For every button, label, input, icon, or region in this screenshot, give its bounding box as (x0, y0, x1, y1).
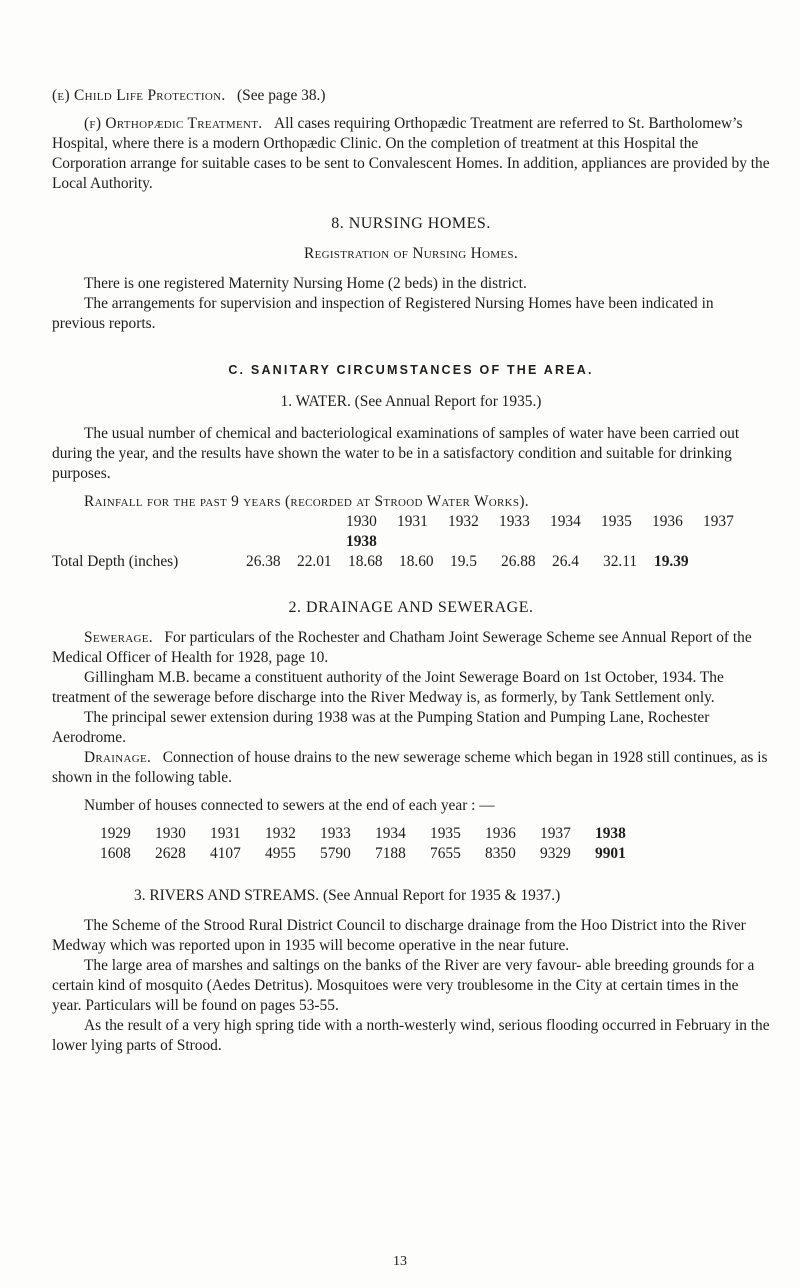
rainfall-year: 1931 (397, 513, 428, 530)
rainfall-year: 1937 (703, 513, 734, 530)
rainfall-depth: 26.38 (246, 553, 281, 570)
drainage-p3: The principal sewer extension during 1938 was at the Pumping Station and Pumping Lane, Rochester Aerodrome. (52, 709, 710, 746)
houses-year: 1930 (155, 825, 186, 842)
houses-count: 8350 (485, 845, 516, 862)
houses-year: 1938 (595, 825, 626, 842)
drainage-heading: 2. DRAINAGE AND SEWERAGE. (288, 599, 534, 616)
sewerage-paragraph (52, 628, 770, 668)
houses-year: 1932 (265, 825, 296, 842)
rainfall-year: 1930 (346, 513, 377, 530)
nursing-homes-p1: There is one registered Maternity Nursing Home (2 beds) in the district. (84, 275, 527, 292)
rivers-heading: 3. RIVERS AND STREAMS. (See Annual Report for 1935 & 1937.) (134, 887, 561, 904)
nursing-homes-subheading: Registration of Nursing Homes. (304, 245, 518, 262)
houses-count: 9901 (595, 845, 626, 862)
child-life-label: (e) Child Life Protection. (52, 87, 226, 104)
houses-year: 1937 (540, 825, 571, 842)
sewerage-label: Sewerage. (84, 629, 153, 646)
orthopaedic-paragraph (52, 114, 770, 194)
rainfall-depth: 19.39 (654, 553, 689, 570)
child-life-line (52, 86, 770, 106)
houses-year: 1935 (430, 825, 461, 842)
houses-year: 1933 (320, 825, 351, 842)
rainfall-years-row (52, 512, 770, 552)
page-number: 13 (393, 1254, 407, 1269)
orthopaedic-text: All cases requiring Orthopædic Treatment are referred to St. Bartholomew’s Hospital, where there is a modern Orthopædic Clinic. On the completion of treatment at this Hospital the Corporation arrange for suitable cases to be sent to Convalescent Homes. In addition, appliances are provided by the Local Authority. (52, 115, 770, 192)
sewerage-text: For particulars of the Rochester and Chatham Joint Sewerage Scheme see Annual Report of the Medical Officer of Health for 1928, page 10. (52, 629, 752, 666)
houses-count: 1608 (100, 845, 131, 862)
orthopaedic-label: (f) Orthopædic Treatment. (84, 115, 263, 132)
houses-years-row (52, 824, 770, 844)
rainfall-depth: 22.01 (297, 553, 332, 570)
nursing-homes-p2: The arrangements for supervision and inspection of Registered Nursing Homes have been indicated in previous reports. (52, 295, 714, 332)
rivers-p3: As the result of a very high spring tide with a north-westerly wind, serious flooding occurred in February in the lower lying parts of Strood. (52, 1017, 770, 1054)
rainfall-year: 1936 (652, 513, 683, 530)
houses-count: 4107 (210, 845, 241, 862)
drainage-text: Connection of house drains to the new sewerage scheme which began in 1928 still continues, as is shown in the following table. (52, 749, 768, 786)
houses-table-intro: Number of houses connected to sewers at the end of each year : — (84, 797, 495, 814)
document-page (52, 86, 770, 1056)
child-life-ref: (See page 38.) (237, 87, 326, 104)
rainfall-depth-label: Total Depth (inches) (52, 553, 179, 570)
houses-count: 7188 (375, 845, 406, 862)
rainfall-year: 1933 (499, 513, 530, 530)
rainfall-depth: 26.4 (552, 553, 579, 570)
houses-count: 9329 (540, 845, 571, 862)
houses-count: 4955 (265, 845, 296, 862)
rainfall-depth-row (52, 552, 770, 572)
rainfall-year: 1935 (601, 513, 632, 530)
houses-count: 2628 (155, 845, 186, 862)
houses-count: 5790 (320, 845, 351, 862)
rainfall-depth: 19.5 (450, 553, 477, 570)
rivers-p2: The large area of marshes and saltings on the banks of the River are very favour- able breeding grounds for a certain kind of mosquito (Aedes Detritus). Mosquitoes were very troublesome in the City at certain times in the year. Particulars will be found on pages 53-55. (52, 957, 755, 1014)
houses-year: 1934 (375, 825, 406, 842)
drainage-label: Drainage. (84, 749, 152, 766)
rainfall-depth: 18.60 (399, 553, 434, 570)
drainage-paragraph (52, 748, 770, 788)
houses-year: 1931 (210, 825, 241, 842)
houses-year: 1936 (485, 825, 516, 842)
houses-year: 1929 (100, 825, 131, 842)
nursing-homes-heading: 8. NURSING HOMES. (331, 215, 491, 232)
houses-count-row (52, 844, 770, 864)
rivers-p1: The Scheme of the Strood Rural District Council to discharge drainage from the Hoo District into the River Medway which was reported upon in 1935 will become operative in the near future. (52, 917, 746, 954)
rainfall-year: 1932 (448, 513, 479, 530)
rainfall-title: Rainfall for the past 9 years (recorded at Strood Water Works). (84, 493, 529, 510)
rainfall-depth: 32.11 (603, 553, 638, 570)
houses-count: 7655 (430, 845, 461, 862)
rainfall-depth: 18.68 (348, 553, 383, 570)
water-heading: 1. WATER. (See Annual Report for 1935.) (280, 393, 542, 410)
drainage-p2: Gillingham M.B. became a constituent authority of the Joint Sewerage Board on 1st October, 1934. The treatment of the sewerage before discharge into the River Medway is, as formerly, by Tank Settlement only. (52, 669, 724, 706)
rainfall-depth: 26.88 (501, 553, 536, 570)
section-c-heading: C. SANITARY CIRCUMSTANCES OF THE AREA. (228, 363, 594, 377)
rainfall-year: 1938 (346, 533, 377, 550)
water-text: The usual number of chemical and bacteriological examinations of samples of water have been carried out during the year, and the results have shown the water to be in a satisfactory condition and suitable for drinking purposes. (52, 425, 740, 482)
rainfall-year: 1934 (550, 513, 581, 530)
